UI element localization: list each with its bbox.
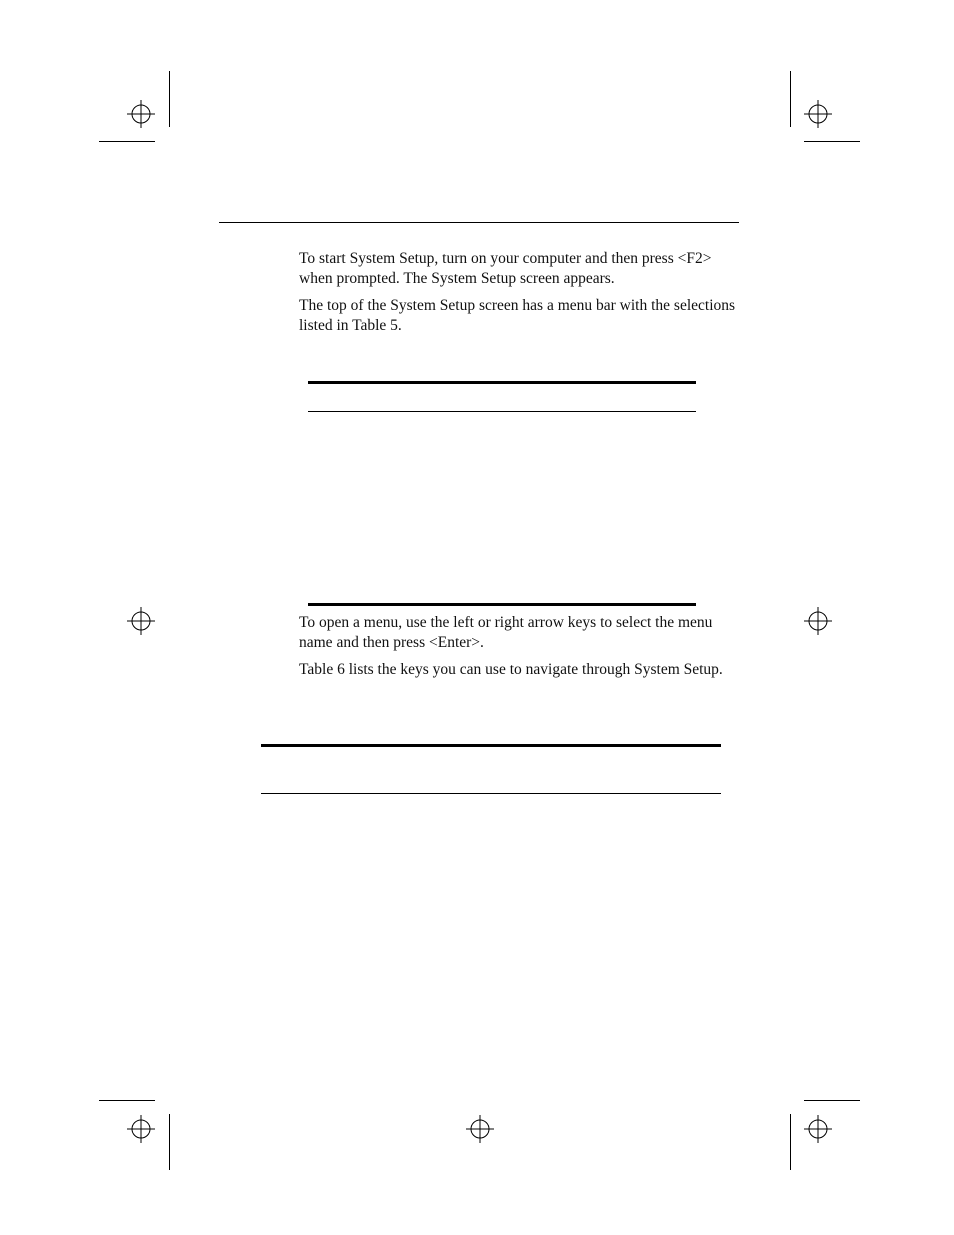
header-rule [219,222,739,223]
body-paragraph: To start System Setup, turn on your computer and then press <F2> when prompted. The System Setup screen appears. [299,250,712,287]
table-top-rule [261,744,721,747]
registration-mark-icon [804,100,832,128]
body-paragraph: To open a menu, use the left or right arrow keys to select the menu name and then press <Enter>. [299,614,713,651]
crop-mark-bottom-left-horizontal [99,1100,155,1101]
registration-mark-icon [127,1115,155,1143]
table-bottom-rule [308,603,696,606]
registration-mark-icon [127,100,155,128]
registration-mark-icon [127,607,155,635]
table-top-rule [308,381,696,384]
crop-mark-top-left-vertical [169,71,170,127]
crop-mark-bottom-right-horizontal [804,1100,860,1101]
registration-mark-icon [804,1115,832,1143]
crop-mark-bottom-left-vertical [169,1114,170,1170]
crop-mark-top-left-horizontal [99,141,155,142]
crop-mark-top-right-horizontal [804,141,860,142]
crop-mark-top-right-vertical [790,71,791,127]
body-paragraph: Table 6 lists the keys you can use to navigate through System Setup. [299,661,723,678]
table-header-rule [261,793,721,794]
registration-mark-icon [804,607,832,635]
body-paragraph: The top of the System Setup screen has a menu bar with the selections listed in Table 5. [299,297,736,334]
table-header-rule [308,411,696,412]
registration-mark-icon [466,1115,494,1143]
crop-mark-bottom-right-vertical [790,1114,791,1170]
